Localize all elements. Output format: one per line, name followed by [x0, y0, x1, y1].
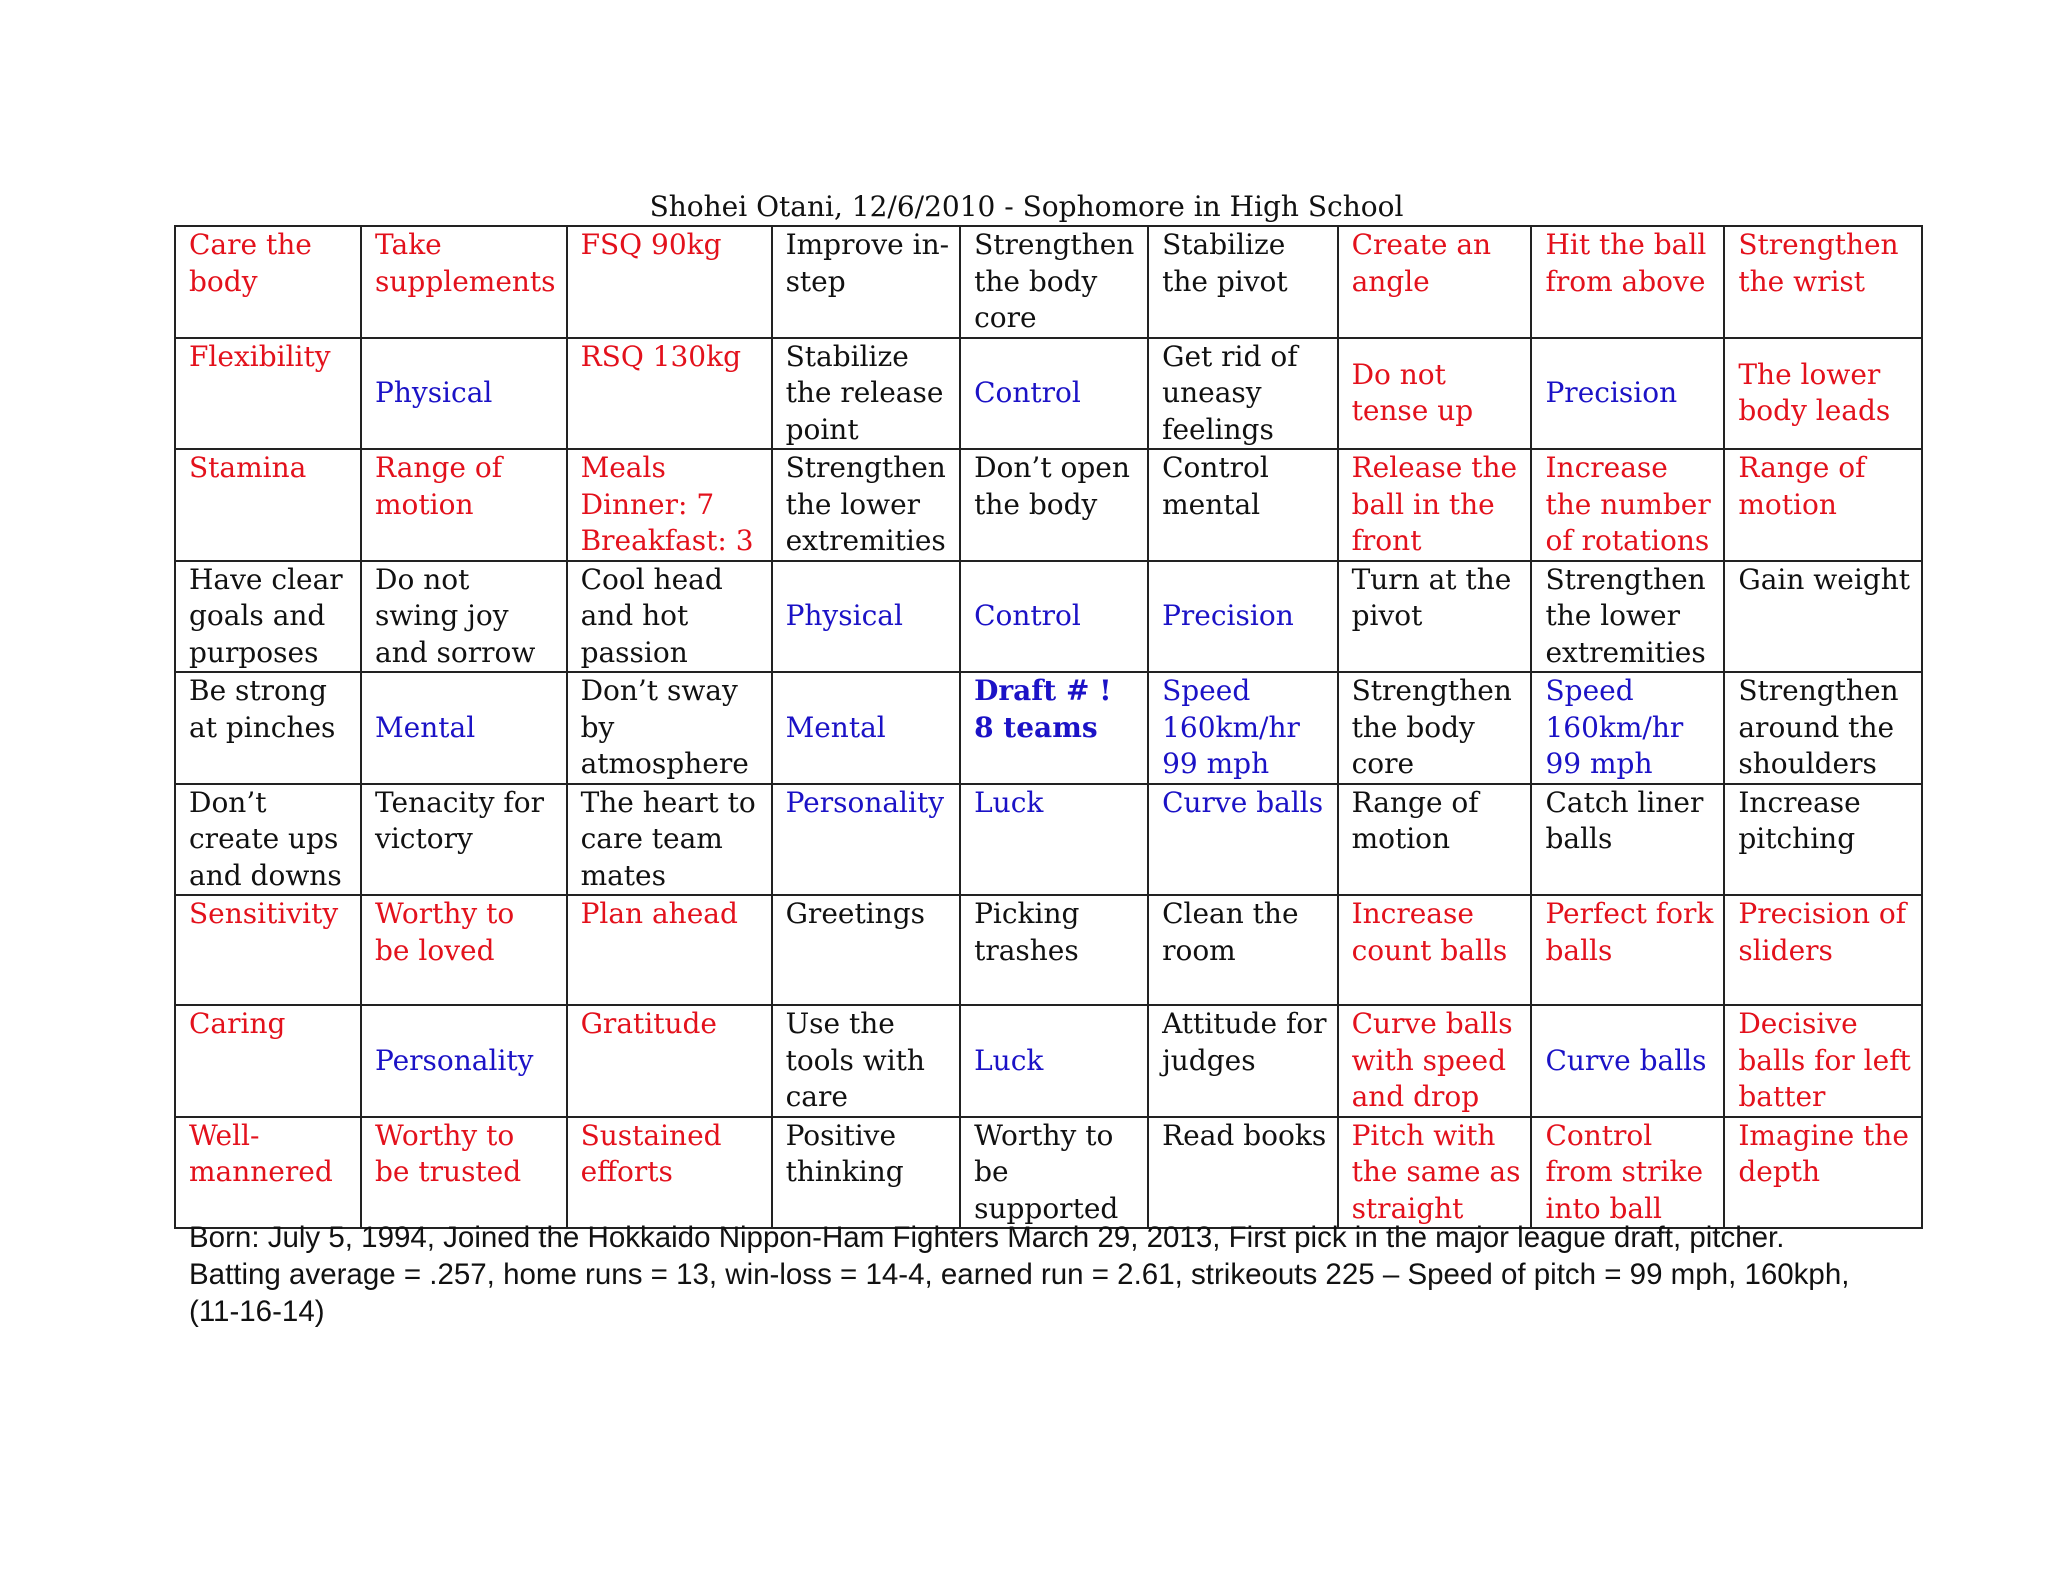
cell-text-line: Increase — [1738, 785, 1861, 819]
cell-text-line: balls — [1545, 822, 1613, 855]
grid-cell — [960, 672, 1148, 784]
footer-line: (11-16-14) — [189, 1295, 325, 1328]
grid-cell — [772, 1117, 961, 1229]
cell-text-line: Stamina — [189, 451, 307, 484]
cell-text-line: Strengthen — [1738, 674, 1899, 707]
cell-text-line: Perfect fork — [1545, 897, 1714, 930]
cell-text-line: Pitch with — [1351, 1118, 1496, 1152]
cell-text-line: 99 mph — [1545, 747, 1653, 780]
grid-cell — [1338, 338, 1532, 450]
cell-text-line: supported — [974, 1191, 1119, 1225]
grid-cell — [1724, 784, 1921, 896]
cell-text-line: and sorrow — [375, 635, 536, 669]
grid-cell — [1531, 449, 1724, 561]
cell-text-line: Cool head — [580, 562, 723, 596]
cell-text-line: step — [785, 264, 846, 298]
cell-text-line: Read books — [1162, 1118, 1327, 1152]
grid-row — [175, 226, 1922, 338]
grid-cell — [175, 895, 361, 1005]
grid-cell — [1531, 561, 1724, 673]
cell-text-line: Meals — [580, 451, 666, 484]
cell-text-line: trashes — [974, 933, 1079, 967]
goal-chart-body — [175, 226, 1922, 1228]
grid-cell — [361, 338, 567, 450]
grid-cell — [1148, 1005, 1337, 1117]
cell-text-line: and drop — [1351, 1080, 1480, 1113]
cell-text-line: The lower — [1738, 357, 1881, 391]
cell-text-line: Curve balls — [1162, 785, 1324, 819]
cell-text-line: Gratitude — [580, 1007, 717, 1040]
cell-text-line: body leads — [1738, 394, 1891, 428]
cell-text-line: mental — [1162, 487, 1261, 521]
grid-cell — [175, 226, 361, 338]
cell-text-line: Turn at the — [1351, 562, 1512, 596]
cell-text-line: The heart to — [580, 785, 756, 819]
grid-cell — [175, 784, 361, 896]
cell-text-line: Range of — [375, 451, 503, 484]
cell-text-line: Strengthen — [1738, 228, 1899, 261]
grid-cell — [1724, 672, 1921, 784]
cell-text-line: 160km/hr — [1162, 710, 1300, 744]
cell-text-line: Release the — [1351, 451, 1518, 484]
grid-cell — [772, 338, 961, 450]
cell-text-line: extremities — [785, 524, 946, 557]
cell-text-line: ball in the — [1351, 487, 1495, 521]
cell-text-line: Be strong — [189, 674, 327, 707]
cell-text-line: Get rid of — [1162, 339, 1298, 373]
cell-text-line: from strike — [1545, 1155, 1704, 1188]
grid-cell — [175, 672, 361, 784]
cell-text-line: the same as — [1351, 1155, 1521, 1188]
cell-text-line: Hit the ball — [1545, 228, 1707, 261]
cell-text-line: 8 teams — [974, 710, 1098, 744]
cell-text-line: swing joy — [375, 599, 509, 632]
cell-text-line: Strengthen — [1545, 562, 1706, 596]
grid-cell — [1338, 226, 1532, 338]
cell-text-line: by — [580, 710, 615, 744]
grid-row — [175, 561, 1922, 673]
cell-text-line: victory — [375, 822, 473, 855]
grid-cell — [1724, 1117, 1921, 1229]
cell-text-line: room — [1162, 933, 1236, 967]
cell-text-line: the number — [1545, 487, 1711, 521]
grid-cell — [361, 1117, 567, 1229]
grid-cell — [361, 895, 567, 1005]
grid-cell — [1531, 1117, 1724, 1229]
grid-cell — [772, 449, 961, 561]
cell-text-line: around the — [1738, 710, 1895, 744]
cell-text-line: core — [974, 301, 1037, 334]
cell-text-line: Luck — [974, 785, 1044, 819]
grid-cell — [1724, 226, 1921, 338]
cell-text-line: Plan ahead — [580, 897, 738, 930]
cell-text-line: Dinner: 7 — [580, 487, 715, 521]
cell-text-line: Range of — [1351, 785, 1479, 819]
grid-cell — [1531, 895, 1724, 1005]
cell-text-line: tools with — [785, 1043, 925, 1077]
cell-text-line: pitching — [1738, 822, 1856, 855]
cell-text-line: Sustained — [580, 1118, 722, 1152]
cell-text-line: Increase — [1545, 451, 1668, 484]
cell-text-line: the lower — [785, 487, 921, 521]
cell-text-line: Well- — [189, 1118, 260, 1152]
cell-text-line: Breakfast: 3 — [580, 524, 754, 557]
cell-text-line: be trusted — [375, 1155, 522, 1188]
cell-text-line: Control — [974, 599, 1081, 632]
grid-row — [175, 895, 1922, 1005]
cell-text-line: Don’t — [189, 785, 267, 819]
cell-text-line: Worthy to — [375, 897, 515, 930]
cell-text-line: Strengthen — [785, 451, 946, 484]
grid-cell — [772, 1005, 961, 1117]
grid-cell — [1724, 561, 1921, 673]
cell-text-line: sliders — [1738, 933, 1833, 967]
cell-text-line: be loved — [375, 933, 495, 967]
grid-cell — [772, 895, 961, 1005]
cell-text-line: batter — [1738, 1080, 1826, 1113]
cell-text-line: Mental — [375, 710, 476, 744]
cell-text-line: Use the — [785, 1007, 895, 1040]
cell-text-line: care team — [580, 822, 723, 855]
grid-cell — [1724, 449, 1921, 561]
cell-text-line: Worthy to — [974, 1118, 1114, 1152]
cell-text-line: pivot — [1351, 599, 1423, 632]
cell-text-line: into ball — [1545, 1191, 1662, 1225]
grid-cell — [960, 226, 1148, 338]
grid-row — [175, 1005, 1922, 1117]
cell-text-line: feelings — [1162, 412, 1274, 446]
grid-cell — [960, 895, 1148, 1005]
goal-chart-table — [174, 225, 1923, 1229]
grid-cell — [567, 449, 772, 561]
grid-cell — [1148, 895, 1337, 1005]
grid-cell — [361, 672, 567, 784]
cell-text-line: the pivot — [1162, 264, 1288, 298]
grid-row — [175, 449, 1922, 561]
cell-text-line: mates — [580, 858, 666, 892]
grid-cell — [1148, 561, 1337, 673]
cell-text-line: Increase — [1351, 897, 1474, 930]
cell-text-line: Decisive — [1738, 1007, 1858, 1040]
cell-text-line: Speed — [1545, 674, 1634, 707]
cell-text-line: Picking — [974, 897, 1080, 930]
grid-cell — [1531, 784, 1724, 896]
cell-text-line: Personality — [375, 1043, 534, 1077]
cell-text-line: angle — [1351, 264, 1430, 298]
cell-text-line: Improve in- — [785, 228, 950, 261]
cell-text-line: Sensitivity — [189, 897, 339, 930]
cell-text-line: front — [1351, 524, 1422, 557]
cell-text-line: motion — [375, 487, 474, 521]
cell-text-line: motion — [1738, 487, 1837, 521]
page-title: Shohei Otani, 12/6/2010 - Sophomore in High School — [649, 190, 1404, 223]
cell-text-line: Precision — [1545, 376, 1678, 409]
cell-text-line: at pinches — [189, 710, 336, 744]
cell-text-line: 99 mph — [1162, 747, 1270, 780]
grid-cell — [772, 226, 961, 338]
grid-row — [175, 338, 1922, 450]
grid-cell — [960, 1117, 1148, 1229]
cell-text-line: motion — [1351, 822, 1451, 855]
grid-cell — [1148, 338, 1337, 450]
cell-text-line: Create an — [1351, 228, 1492, 261]
grid-cell — [175, 1117, 361, 1229]
cell-text-line: Greetings — [785, 897, 925, 930]
cell-text-line: Mental — [785, 710, 886, 744]
grid-cell — [361, 226, 567, 338]
cell-text-line: goals and — [189, 599, 326, 632]
cell-text-line: the body — [974, 264, 1098, 298]
grid-cell — [361, 784, 567, 896]
cell-text-line: Tenacity for — [375, 785, 545, 819]
cell-text-line: Catch liner — [1545, 785, 1704, 819]
cell-text-line: Control — [974, 376, 1081, 409]
grid-row — [175, 784, 1922, 896]
cell-text-line: Curve balls — [1545, 1043, 1707, 1077]
cell-text-line: core — [1351, 747, 1415, 780]
cell-text-line: Caring — [189, 1007, 286, 1040]
cell-text-line: Have clear — [189, 562, 343, 596]
cell-text-line: body — [189, 264, 258, 298]
cell-text-line: point — [785, 412, 859, 446]
grid-cell — [361, 561, 567, 673]
grid-cell — [1148, 226, 1337, 338]
cell-text-line: Flexibility — [189, 339, 331, 373]
grid-cell — [1531, 1005, 1724, 1117]
cell-text-line: Stabilize — [1162, 228, 1286, 261]
cell-text-line: Personality — [785, 785, 945, 819]
cell-text-line: care — [785, 1080, 848, 1113]
cell-text-line: Positive — [785, 1118, 897, 1152]
grid-cell — [175, 338, 361, 450]
grid-cell — [1338, 561, 1532, 673]
cell-text-line: Physical — [375, 376, 493, 409]
cell-text-line: Precision of — [1738, 897, 1907, 930]
cell-text-line: straight — [1351, 1191, 1464, 1225]
grid-cell — [567, 1117, 772, 1229]
grid-cell — [175, 1005, 361, 1117]
grid-cell — [1531, 338, 1724, 450]
grid-cell — [567, 784, 772, 896]
cell-text-line: atmosphere — [580, 747, 749, 780]
grid-cell — [960, 1005, 1148, 1117]
cell-text-line: the release — [785, 376, 944, 409]
cell-text-line: FSQ 90kg — [580, 228, 722, 261]
grid-cell — [175, 561, 361, 673]
grid-cell — [1338, 895, 1532, 1005]
grid-cell — [960, 449, 1148, 561]
cell-text-line: Luck — [974, 1043, 1044, 1077]
cell-text-line: Speed — [1162, 674, 1251, 707]
cell-text-line: Gain weight — [1738, 562, 1911, 596]
cell-text-line: balls for left — [1738, 1043, 1911, 1077]
grid-cell — [960, 561, 1148, 673]
grid-cell — [1531, 226, 1724, 338]
cell-text-line: 160km/hr — [1545, 710, 1684, 744]
cell-text-line: Take — [375, 228, 442, 261]
cell-text-line: Don’t sway — [580, 674, 738, 707]
cell-text-line: Control — [1545, 1118, 1653, 1152]
cell-text-line: Strengthen — [1351, 674, 1512, 707]
grid-cell — [1724, 1005, 1921, 1117]
cell-text-line: Curve balls — [1351, 1007, 1513, 1040]
cell-text-line: create ups — [189, 822, 339, 855]
cell-text-line: Precision — [1162, 599, 1294, 632]
cell-text-line: Clean the — [1162, 897, 1299, 930]
cell-text-line: supplements — [375, 264, 556, 298]
cell-text-line: Care the — [189, 228, 312, 261]
grid-cell — [567, 1005, 772, 1117]
grid-cell — [772, 672, 961, 784]
cell-text-line: and hot — [580, 599, 689, 632]
grid-cell — [1531, 672, 1724, 784]
grid-cell — [567, 895, 772, 1005]
cell-text-line: Stabilize — [785, 339, 909, 373]
cell-text-line: mannered — [189, 1155, 333, 1188]
cell-text-line: the body — [974, 487, 1098, 521]
grid-cell — [772, 784, 961, 896]
cell-text-line: efforts — [580, 1155, 673, 1188]
grid-row — [175, 672, 1922, 784]
cell-text-line: the body — [1351, 710, 1475, 744]
cell-text-line: uneasy — [1162, 376, 1262, 409]
cell-text-line: Do not — [1351, 357, 1446, 391]
grid-cell — [772, 561, 961, 673]
grid-cell — [1148, 784, 1337, 896]
cell-text-line: Worthy to — [375, 1118, 515, 1152]
grid-cell — [1724, 895, 1921, 1005]
cell-text-line: Imagine the — [1738, 1118, 1909, 1152]
cell-text-line: Draft # ! — [974, 674, 1112, 707]
cell-text-line: shoulders — [1738, 747, 1877, 780]
cell-text-line: the wrist — [1738, 264, 1866, 298]
grid-cell — [1148, 672, 1337, 784]
cell-text-line: depth — [1738, 1155, 1821, 1188]
cell-text-line: Range of — [1738, 451, 1866, 484]
cell-text-line: Physical — [785, 599, 903, 632]
grid-cell — [567, 226, 772, 338]
grid-cell — [175, 449, 361, 561]
cell-text-line: from above — [1545, 264, 1706, 298]
cell-text-line: count balls — [1351, 933, 1508, 967]
grid-cell — [567, 672, 772, 784]
grid-row — [175, 1117, 1922, 1229]
cell-text-line: Strengthen — [974, 228, 1135, 261]
grid-cell — [361, 449, 567, 561]
grid-cell — [1338, 784, 1532, 896]
cell-text-line: be — [974, 1155, 1009, 1188]
cell-text-line: Attitude for — [1162, 1007, 1327, 1040]
footer-line: Batting average = .257, home runs = 13, win-loss = 14-4, earned run = 2.61, strikeouts 225 – Speed of pitch = 99 mph, 160kph, — [189, 1258, 1850, 1291]
cell-text-line: passion — [580, 635, 688, 669]
cell-text-line: and downs — [189, 858, 342, 892]
cell-text-line: thinking — [785, 1155, 904, 1188]
cell-text-line: extremities — [1545, 635, 1706, 669]
cell-text-line: RSQ 130kg — [580, 339, 742, 373]
footer-line: Born: July 5, 1994, Joined the Hokkaido Nippon-Ham Fighters March 29, 2013, First pick in the major league draft, pitcher. — [189, 1221, 1785, 1254]
grid-cell — [1724, 338, 1921, 450]
cell-text-line: Do not — [375, 562, 470, 596]
grid-cell — [1148, 1117, 1337, 1229]
grid-cell — [567, 338, 772, 450]
grid-cell — [960, 784, 1148, 896]
grid-cell — [1338, 449, 1532, 561]
grid-cell — [1338, 1005, 1532, 1117]
cell-text-line: balls — [1545, 933, 1613, 967]
grid-cell — [1148, 449, 1337, 561]
cell-text-line: the lower — [1545, 599, 1680, 632]
grid-cell — [960, 338, 1148, 450]
cell-text-line: of rotations — [1545, 524, 1710, 557]
footer-note — [189, 1219, 1889, 1330]
grid-cell — [567, 561, 772, 673]
grid-cell — [1338, 1117, 1532, 1229]
cell-text-line: Don’t open — [974, 451, 1130, 484]
grid-cell — [361, 1005, 567, 1117]
grid-cell — [1338, 672, 1532, 784]
cell-text-line: purposes — [189, 635, 319, 669]
cell-text-line: with speed — [1351, 1043, 1507, 1077]
cell-text-line: tense up — [1351, 394, 1474, 428]
cell-text-line: Control — [1162, 451, 1269, 484]
cell-text-line: judges — [1162, 1043, 1256, 1077]
